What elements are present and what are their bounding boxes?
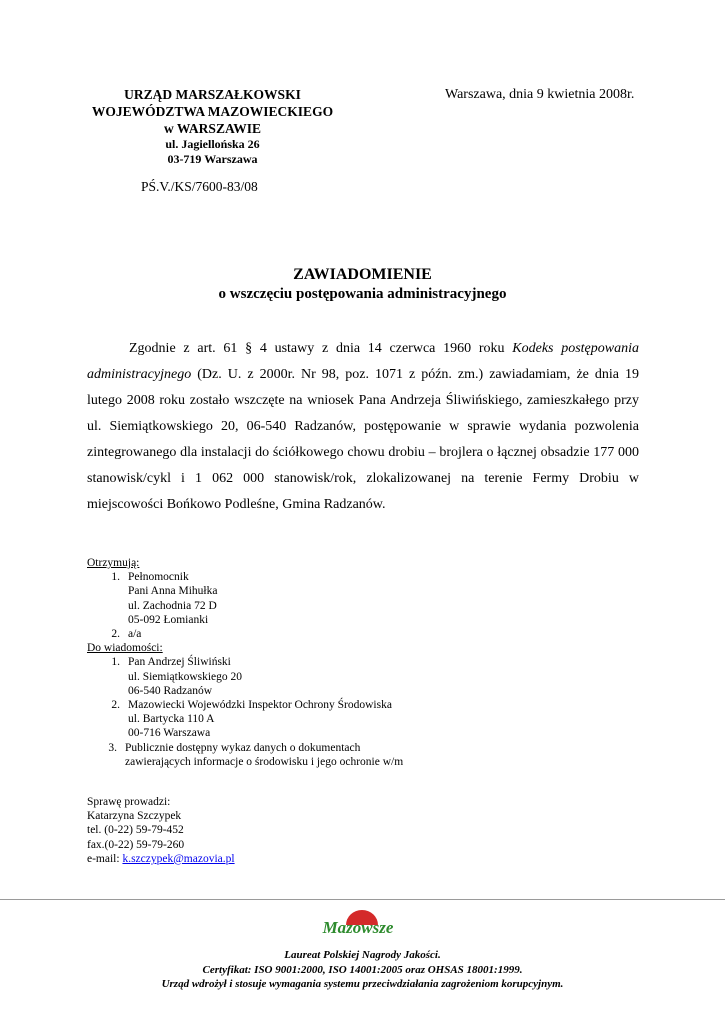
notification-header: Do wiadomości: [87, 642, 163, 655]
document-date: Warszawa, dnia 9 kwietnia 2008r. [445, 87, 635, 102]
mazowsze-logo-graphic [310, 906, 406, 940]
contact-block [87, 795, 235, 866]
list-line: Pani Anna Mihułka [128, 585, 218, 598]
list-line: 05-092 Łomianki [128, 613, 209, 626]
list-line: ul. Siemiątkowskiego 20 [128, 670, 243, 683]
office-address-line: 03-719 Warszawa [167, 152, 258, 166]
email-link[interactable]: k.szczypek@mazovia.pl [122, 852, 235, 865]
list-item [87, 698, 403, 741]
list-item [87, 741, 403, 769]
logo-wordmark: Mazowsze [322, 918, 394, 937]
contact-fax: fax.(0-22) 59-79-260 [87, 838, 185, 851]
list-number: 1. [111, 656, 120, 669]
reference-number: PŚ.V./KS/7600-83/08 [141, 179, 258, 194]
office-address-line: ul. Jagiellońska 26 [165, 137, 260, 151]
contact-label: Sprawę prowadzi: [87, 796, 171, 808]
list-line: ul. Bartycka 110 A [128, 713, 215, 726]
list-line: Mazowiecki Wojewódzki Inspektor Ochrony Środowiska [128, 699, 392, 712]
list-line: ul. Zachodnia 72 D [128, 599, 217, 612]
document-title [0, 265, 725, 304]
title-main: ZAWIADOMIENIE [293, 266, 432, 283]
title-subtitle: o wszczęciu postępowania administracyjnego [218, 286, 507, 302]
list-number: 2. [111, 699, 120, 712]
list-line: Pełnomocnik [128, 571, 189, 584]
act-name: Kodeks postępowania administracyjnego [87, 341, 640, 382]
body-intro: Zgodnie z art. 61 § 4 ustawy z dnia 14 czerwca 1960 roku [129, 341, 513, 356]
contact-phone: tel. (0-22) 59-79-452 [87, 824, 184, 837]
list-line: 06-540 Radzanów [128, 684, 212, 697]
body-rest: (Dz. U. z 2000r. Nr 98, poz. 1071 z późn. zm.) zawiadamiam, że dnia 19 lutego 2008 roku zostało wszczęte na wniosek Pana Andrzeja Śliwińskiego, zamieszkałego przy ul. Siemiątkowskiego 20, 06-540 Radzanów, postępowanie w sprawie wydania pozwolenia zintegrowanego dla instalacji do ściółkowego chowu drobiu – brojlera o łącznej obsadzie 177 000 stanowisk/cykl i 1 062 000 stanowisk/rok, zlokalizowanej na terenie Fermy Drobiu w miejscowości Bońkowo Podleśne, Gmina Radzanów. [87, 367, 639, 512]
list-line: zawierających informacje o środowisku i jego ochronie w/m [125, 755, 404, 768]
recipients-header: Otrzymują: [87, 557, 140, 569]
footer-line: Urząd wdrożył i stosuje wymagania systemu przeciwdziałania zagrożeniom korupcyjnym. [161, 978, 564, 990]
list-line: Pan Andrzej Śliwiński [128, 656, 231, 669]
list-item [87, 627, 403, 641]
distribution-lists [87, 556, 403, 769]
email-label: e-mail: [87, 852, 123, 865]
list-number: 3. [108, 741, 117, 754]
footer-text [0, 948, 725, 992]
list-line: a/a [128, 628, 142, 641]
list-line: Publicznie dostępny wykaz danych o dokumentach [125, 741, 361, 754]
list-item [87, 570, 403, 627]
contact-name: Katarzyna Szczypek [87, 810, 182, 823]
list-number: 2. [111, 628, 120, 641]
footer-line: Laureat Polskiej Nagrody Jakości. [284, 949, 441, 961]
list-number: 1. [111, 571, 120, 584]
list-item [87, 655, 403, 698]
mazowsze-logo [310, 906, 406, 940]
footer-line: Certyfikat: ISO 9001:2000, ISO 14001:2005 oraz OHSAS 18001:1999. [202, 963, 523, 976]
list-line: 00-716 Warszawa [128, 727, 211, 740]
office-name-line: WOJEWÓDZTWA MAZOWIECKIEGO [91, 104, 334, 119]
contact-email-row [87, 852, 235, 866]
office-header [80, 86, 345, 167]
footer-divider [0, 899, 725, 900]
office-name-line: w WARSZAWIE [164, 121, 261, 136]
body-paragraph [87, 336, 639, 518]
office-name-line: URZĄD MARSZAŁKOWSKI [124, 87, 301, 102]
